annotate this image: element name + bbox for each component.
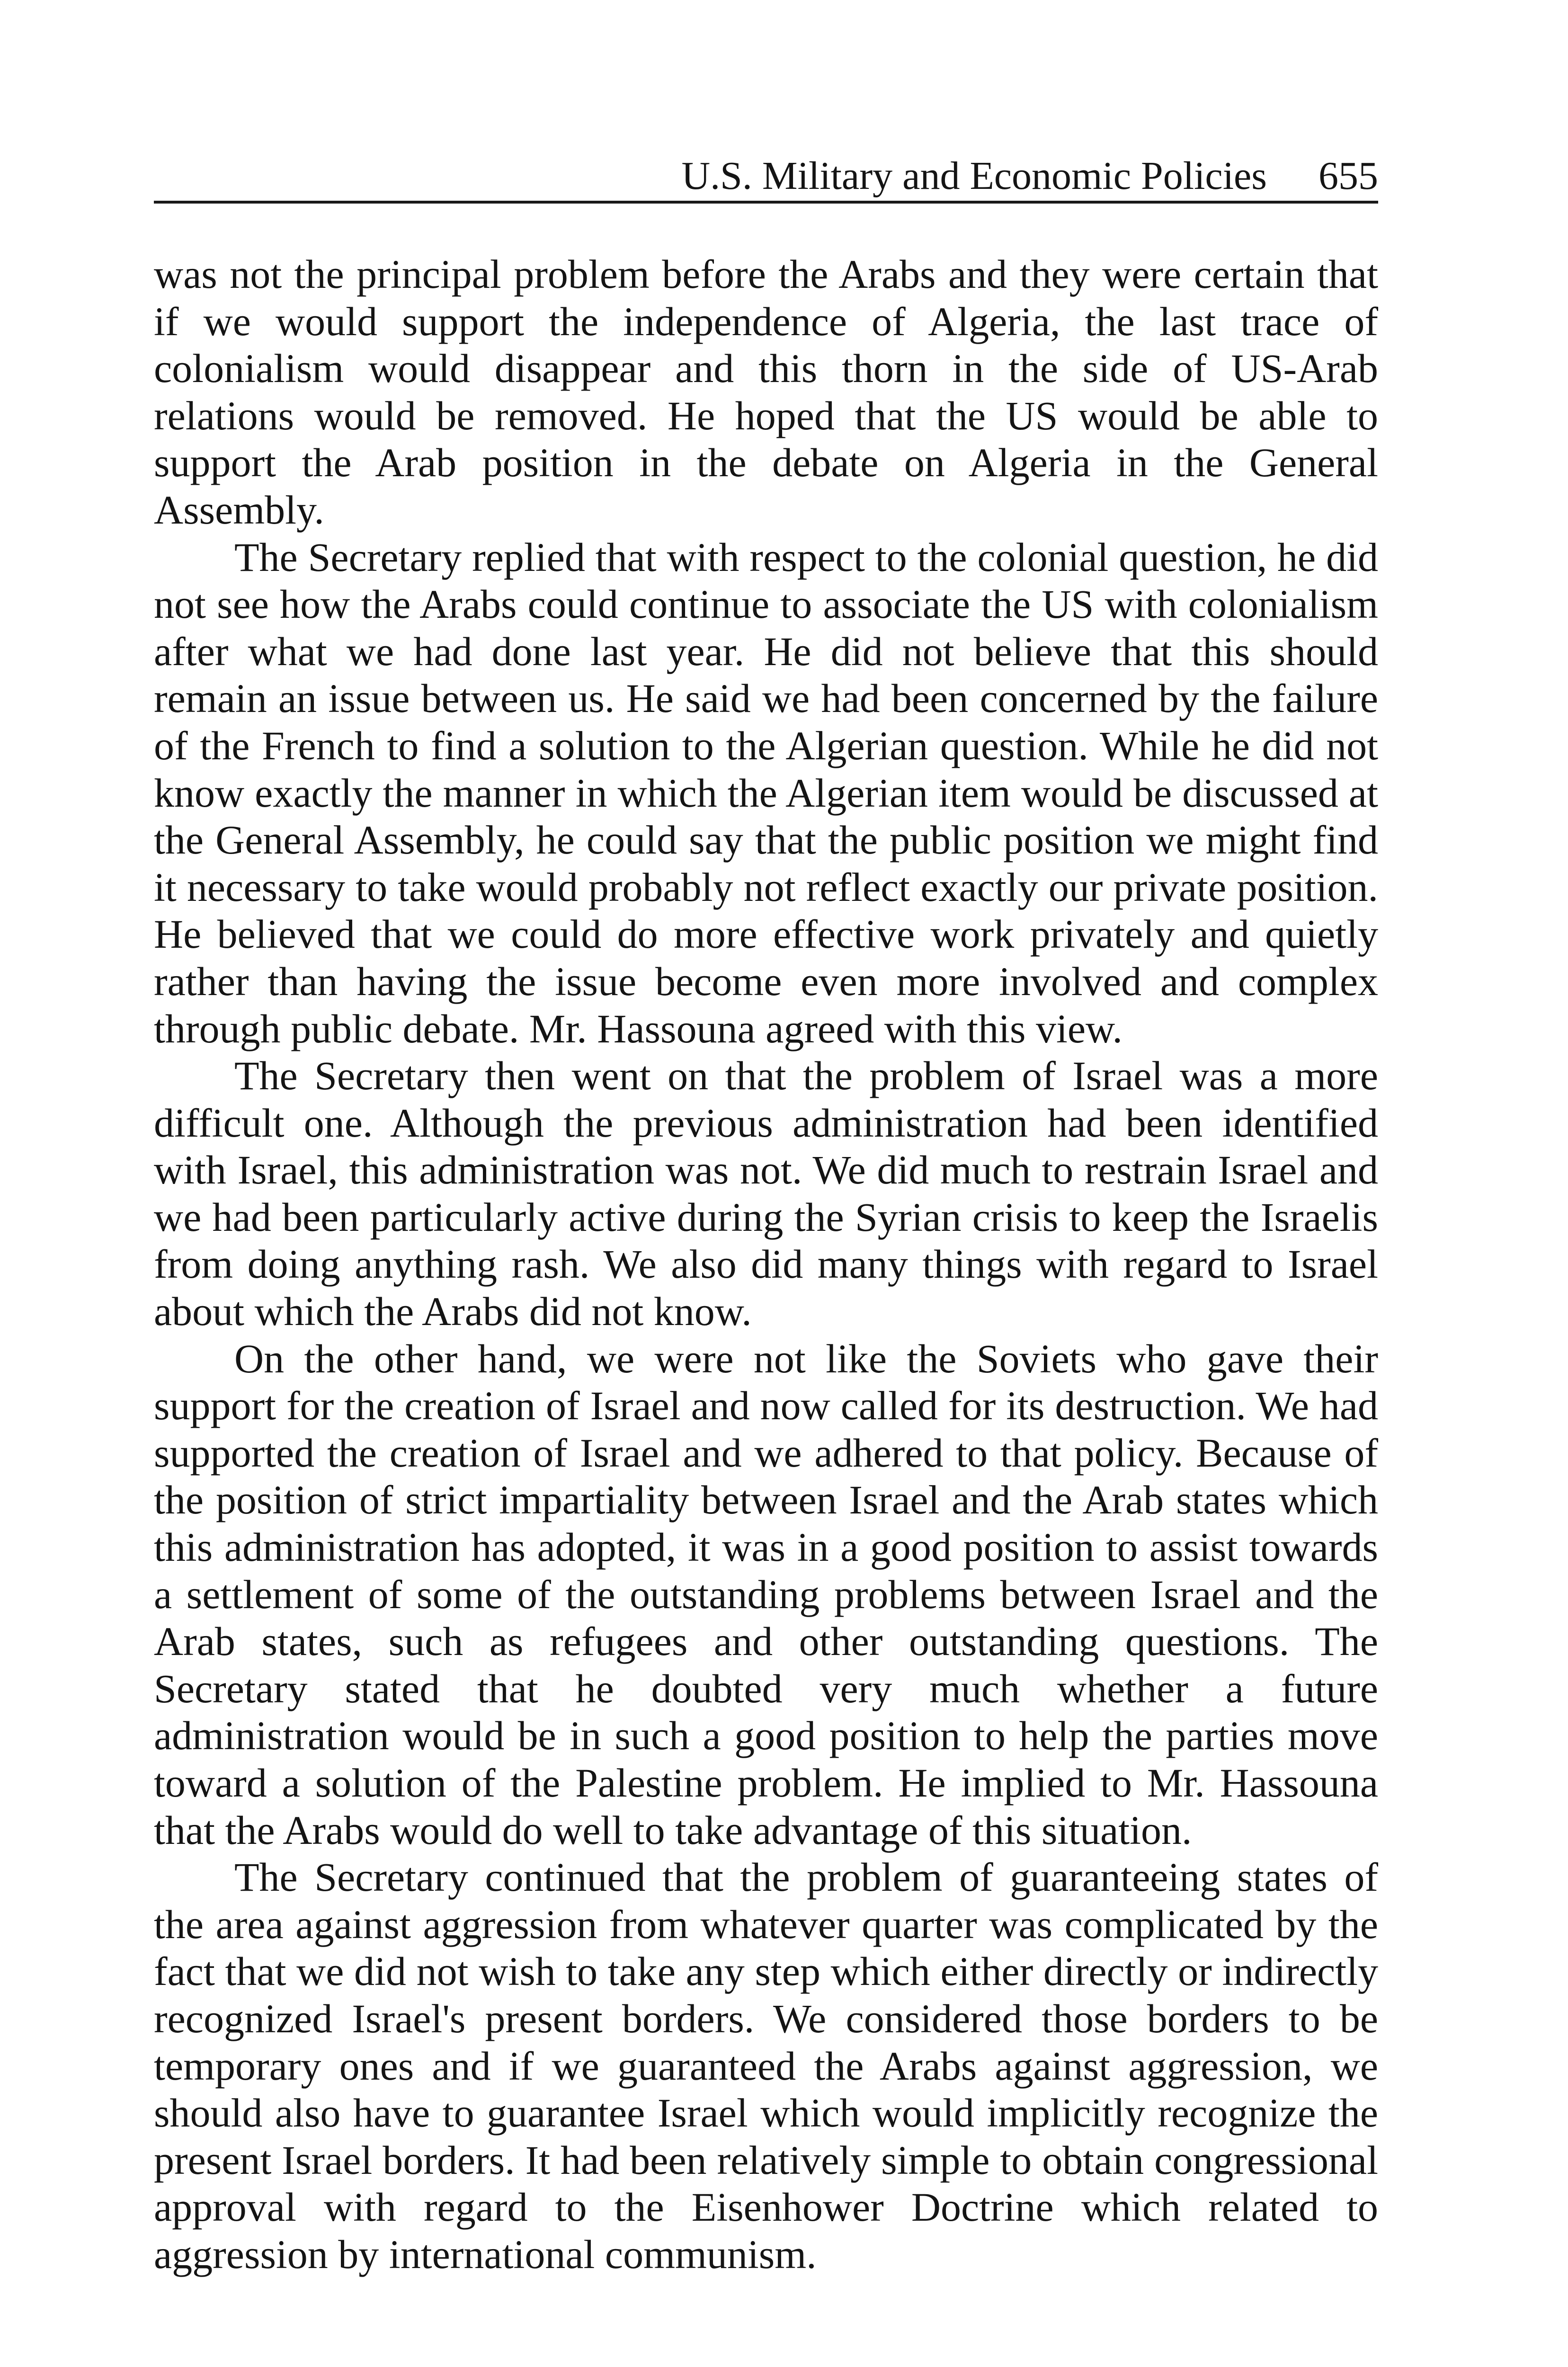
page-number: 655 — [1319, 154, 1378, 198]
paragraph-continued: was not the principal problem before the Arabs and they were certain that if we would support the independence of Algeria, the last trace of colonialism would disappear and this thorn in the side of US-Arab relations would be removed. He hoped that the US would be able to support the Arab position in the debate on Algeria in the General Assembly. — [154, 251, 1378, 533]
paragraph: The Secretary then went on that the problem of Israel was a more difficult one. Although the previous administration had been identified with Israel, this administration was not. We did much to restrain Israel and we had been particularly active during the Syrian crisis to keep the Israelis from doing anything rash. We also did many things with regard to Israel about which the Arabs did not know. — [154, 1053, 1378, 1335]
body-text — [154, 251, 1378, 2278]
paragraph: The Secretary replied that with respect to the colonial question, he did not see how the Arabs could continue to associate the US with colonialism after what we had done last year. He did not believe that this should remain an issue between us. He said we had been concerned by the failure of the French to find a solution to the Algerian question. While he did not know exactly the manner in which the Algerian item would be discussed at the General Assembly, he could say that the public position we might find it necessary to take would probably not reflect exactly our private position. He believed that we could do more effective work privately and quietly rather than having the issue become even more involved and complex through public debate. Mr. Hassouna agreed with this view. — [154, 534, 1378, 1051]
running-header — [154, 151, 1378, 204]
paragraph: On the other hand, we were not like the Soviets who gave their support for the creation of Israel and now called for its destruction. We had supported the creation of Israel and we adhered to that policy. Because of the position of strict impartiality between Israel and the Arab states which this administration has adopted, it was in a good position to assist towards a settlement of some of the outstanding problems between Israel and the Arab states, such as refugees and other outstanding questions. The Secretary stated that he doubted very much whether a future administration would be in such a good position to help the parties move toward a solution of the Palestine problem. He implied to Mr. Hassouna that the Arabs would do well to take advantage of this situation. — [154, 1335, 1378, 1853]
running-title: U.S. Military and Economic Policies — [681, 154, 1267, 198]
paragraph: The Secretary continued that the problem of guaranteeing states of the area against aggression from whatever quarter was complicated by the fact that we did not wish to take any step which either directly or indirectly recognized Israel's present borders. We considered those borders to be temporary ones and if we guaranteed the Arabs against aggression, we should also have to guarantee Israel which would implicitly recognize the present Israel borders. It had been relatively simple to obtain congressional approval with regard to the Eisenhower Doctrine which related to aggression by international communism. — [154, 1854, 1378, 2277]
